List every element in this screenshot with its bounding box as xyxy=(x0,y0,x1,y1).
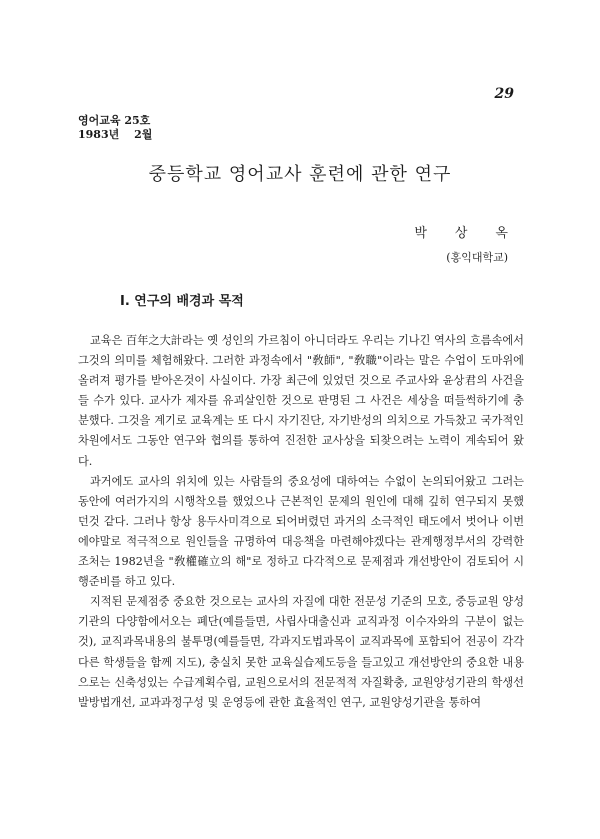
paragraph: 교육은 百年之大計라는 옛 성인의 가르침이 아니더라도 우리는 기나긴 역사의 흐름속에서 그것의 의미를 체험해왔다. 그러한 과정속에서 "敎師", "敎職"이라는 말은 수업이 도마위에 올려져 평가를 받아온것이 사실이다. 가장 최근에 있었던 것으로 주교사와 윤상君의 사건을 들 수가 있다. 교사가 제자를 유괴살인한 것으로 판명된 그 사건은 세상을 떠들썩하기에 충분했다. 그것을 계기로 교육계는 또 다시 자기진단, 자기반성의 의치으로 가득찼고 국가적인 차원에서도 그동안 연구와 협의를 통하여 진전한 교사상을 되찾으려는 노력이 계속되어 왔다. xyxy=(78,334,524,468)
paragraph: 과거에도 교사의 위치에 있는 사람들의 중요성에 대하여는 수없이 논의되어왔고 그러는 동안에 여러가지의 시행착오를 했었으나 근본적인 문제의 원인에 대해 깊히 연구되지 못했던것 같다. 그러나 항상 용두사미격으로 되어버렸던 과거의 소극적인 태도에서 벗어나 이번에야말로 적극적으로 원인들을 규명하여 대응책을 마련해야겠다는 관계행정부서의 강력한 조처는 1982년을 "敎權確立의 해"로 정하고 다각적으로 문제점과 개선방안이 검토되어 시행준비를 하고 있다. xyxy=(78,474,524,589)
author-affiliation: (홍익대학교) xyxy=(446,251,508,264)
section-heading: Ⅰ. 연구의 배경과 목적 xyxy=(120,294,244,309)
journal-issue: 영어교육 25호 xyxy=(78,114,151,127)
author-block xyxy=(414,222,536,270)
journal-date: 1983년 2월 xyxy=(78,128,153,141)
journal-info xyxy=(78,114,152,142)
body-text xyxy=(78,331,524,713)
page-number: 29 xyxy=(494,86,514,102)
paper-title: 중등학교 영어교사 훈련에 관한 연구 xyxy=(148,164,452,185)
author-name: 박상옥 xyxy=(414,226,536,241)
paragraph: 지적된 문제점중 중요한 것으로는 교사의 자질에 대한 전문성 기준의 모호, 중등교원 양성기관의 다양함에서오는 폐단(예를들면, 사립사대출신과 교직과정 이수자와의 구분이 없는것), 교직과목내용의 불투명(예를들면, 각과지도법과목이 교직과목에 포함되어 전공이 각각 다른 학생들을 함께 지도), 충실치 못한 교육실습제도등을 들고있고 개선방안의 중요한 내용으로는 신축성있는 수급계획수립, 교원으로서의 전문적적 자질확충, 교원양성기관의 학생선발방법개선, 교과과정구성 및 운영등에 관한 효율적인 연구, 교원양성기관을 통하여 xyxy=(78,595,524,709)
